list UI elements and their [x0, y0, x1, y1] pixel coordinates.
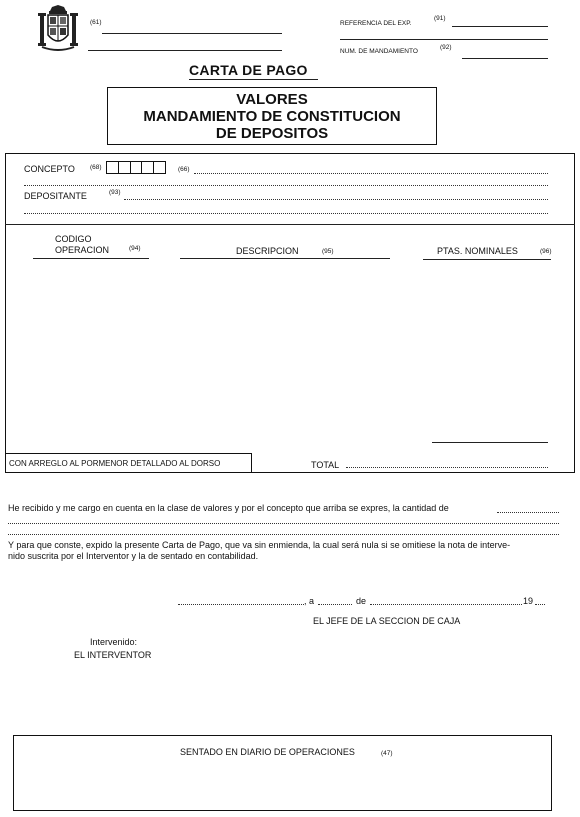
- depositante-line[interactable]: [124, 199, 548, 200]
- cantidad-line-2[interactable]: [8, 523, 559, 524]
- concepto-desc-number: (66): [178, 166, 190, 173]
- field-61-line-2[interactable]: [88, 50, 282, 51]
- cantidad-line-3[interactable]: [8, 534, 559, 535]
- depositante-number: (93): [109, 189, 121, 196]
- col-codigo-line1: CODIGO: [55, 234, 92, 244]
- title-valores: VALORES: [236, 91, 308, 108]
- referencia-line[interactable]: [452, 26, 548, 27]
- main-form-box: [5, 153, 575, 473]
- arreglo-text: CON ARREGLO AL PORMENOR DETALLADO AL DORSO: [9, 459, 221, 468]
- subtotal-line: [432, 442, 548, 443]
- concepto-code-boxes[interactable]: [106, 161, 166, 174]
- col-operacion-header: OPERACION: [55, 245, 110, 255]
- col-descripcion-header: DESCRIPCION: [236, 246, 299, 256]
- main-title-box: [107, 87, 437, 145]
- col-codigo-underline: [33, 258, 149, 259]
- cantidad-line[interactable]: [497, 512, 559, 513]
- month-line[interactable]: [370, 604, 522, 605]
- date-a-label: , a: [304, 596, 315, 606]
- field-61-number: (61): [90, 19, 102, 26]
- col-ptas-underline: [423, 259, 551, 260]
- col-descripcion-number: (95): [322, 248, 334, 255]
- jefe-signature-label: EL JEFE DE LA SECCION DE CAJA: [313, 616, 461, 626]
- title-underline: [189, 79, 318, 80]
- intervenido-label: Intervenido:: [90, 637, 138, 647]
- title-mandamiento: MANDAMIENTO DE CONSTITUCION: [143, 108, 401, 125]
- date-de-label: de: [356, 596, 367, 606]
- carta-de-pago-title: CARTA DE PAGO: [189, 62, 308, 78]
- title-depositos: DE DEPOSITOS: [215, 125, 329, 142]
- interventor-label: EL INTERVENTOR: [74, 650, 152, 660]
- concepto-label: CONCEPTO: [24, 164, 75, 174]
- col-descripcion-underline: [180, 258, 390, 259]
- sentado-number: (47): [381, 750, 393, 757]
- col-codigo-number: (94): [129, 245, 141, 252]
- constancia-line-1: Y para que conste, expido la presente Carta de Pago, que va sin enmienda, la cual será nula si se omitiese la nota de interve-: [8, 540, 511, 550]
- referencia-line-2[interactable]: [340, 39, 548, 40]
- field-61-line[interactable]: [102, 33, 282, 34]
- depositante-line-2[interactable]: [24, 213, 548, 214]
- concepto-desc-line[interactable]: [194, 173, 548, 174]
- sentado-label: SENTADO EN DIARIO DE OPERACIONES: [180, 747, 355, 757]
- year-line[interactable]: [535, 604, 545, 605]
- mandamiento-number: (92): [440, 44, 452, 51]
- frame-divider-top: [5, 224, 575, 225]
- coat-of-arms-icon: [36, 5, 80, 55]
- mandamiento-line[interactable]: [462, 58, 548, 59]
- day-line[interactable]: [318, 604, 352, 605]
- depositante-label: DEPOSITANTE: [24, 191, 87, 201]
- total-line[interactable]: [346, 467, 548, 468]
- constancia-line-2: nido suscrita por el Interventor y la de sentado en contabilidad.: [8, 551, 259, 561]
- year-prefix: 19: [523, 596, 534, 606]
- concepto-desc-line-2[interactable]: [24, 185, 548, 186]
- receipt-paragraph: He recibido y me cargo en cuenta en la clase de valores y por el concepto que arriba se expres, la cantidad de: [8, 503, 449, 513]
- total-label: TOTAL: [311, 460, 340, 470]
- place-line[interactable]: [178, 604, 304, 605]
- referencia-label: REFERENCIA DEL EXP.: [340, 20, 412, 27]
- mandamiento-label: NUM. DE MANDAMIENTO: [340, 48, 418, 55]
- referencia-number: (91): [434, 15, 446, 22]
- col-ptas-header: PTAS. NOMINALES: [437, 246, 518, 256]
- concepto-code-number: (68): [90, 164, 102, 171]
- col-ptas-number: (96): [540, 248, 552, 255]
- col-codigo-header: [55, 234, 92, 245]
